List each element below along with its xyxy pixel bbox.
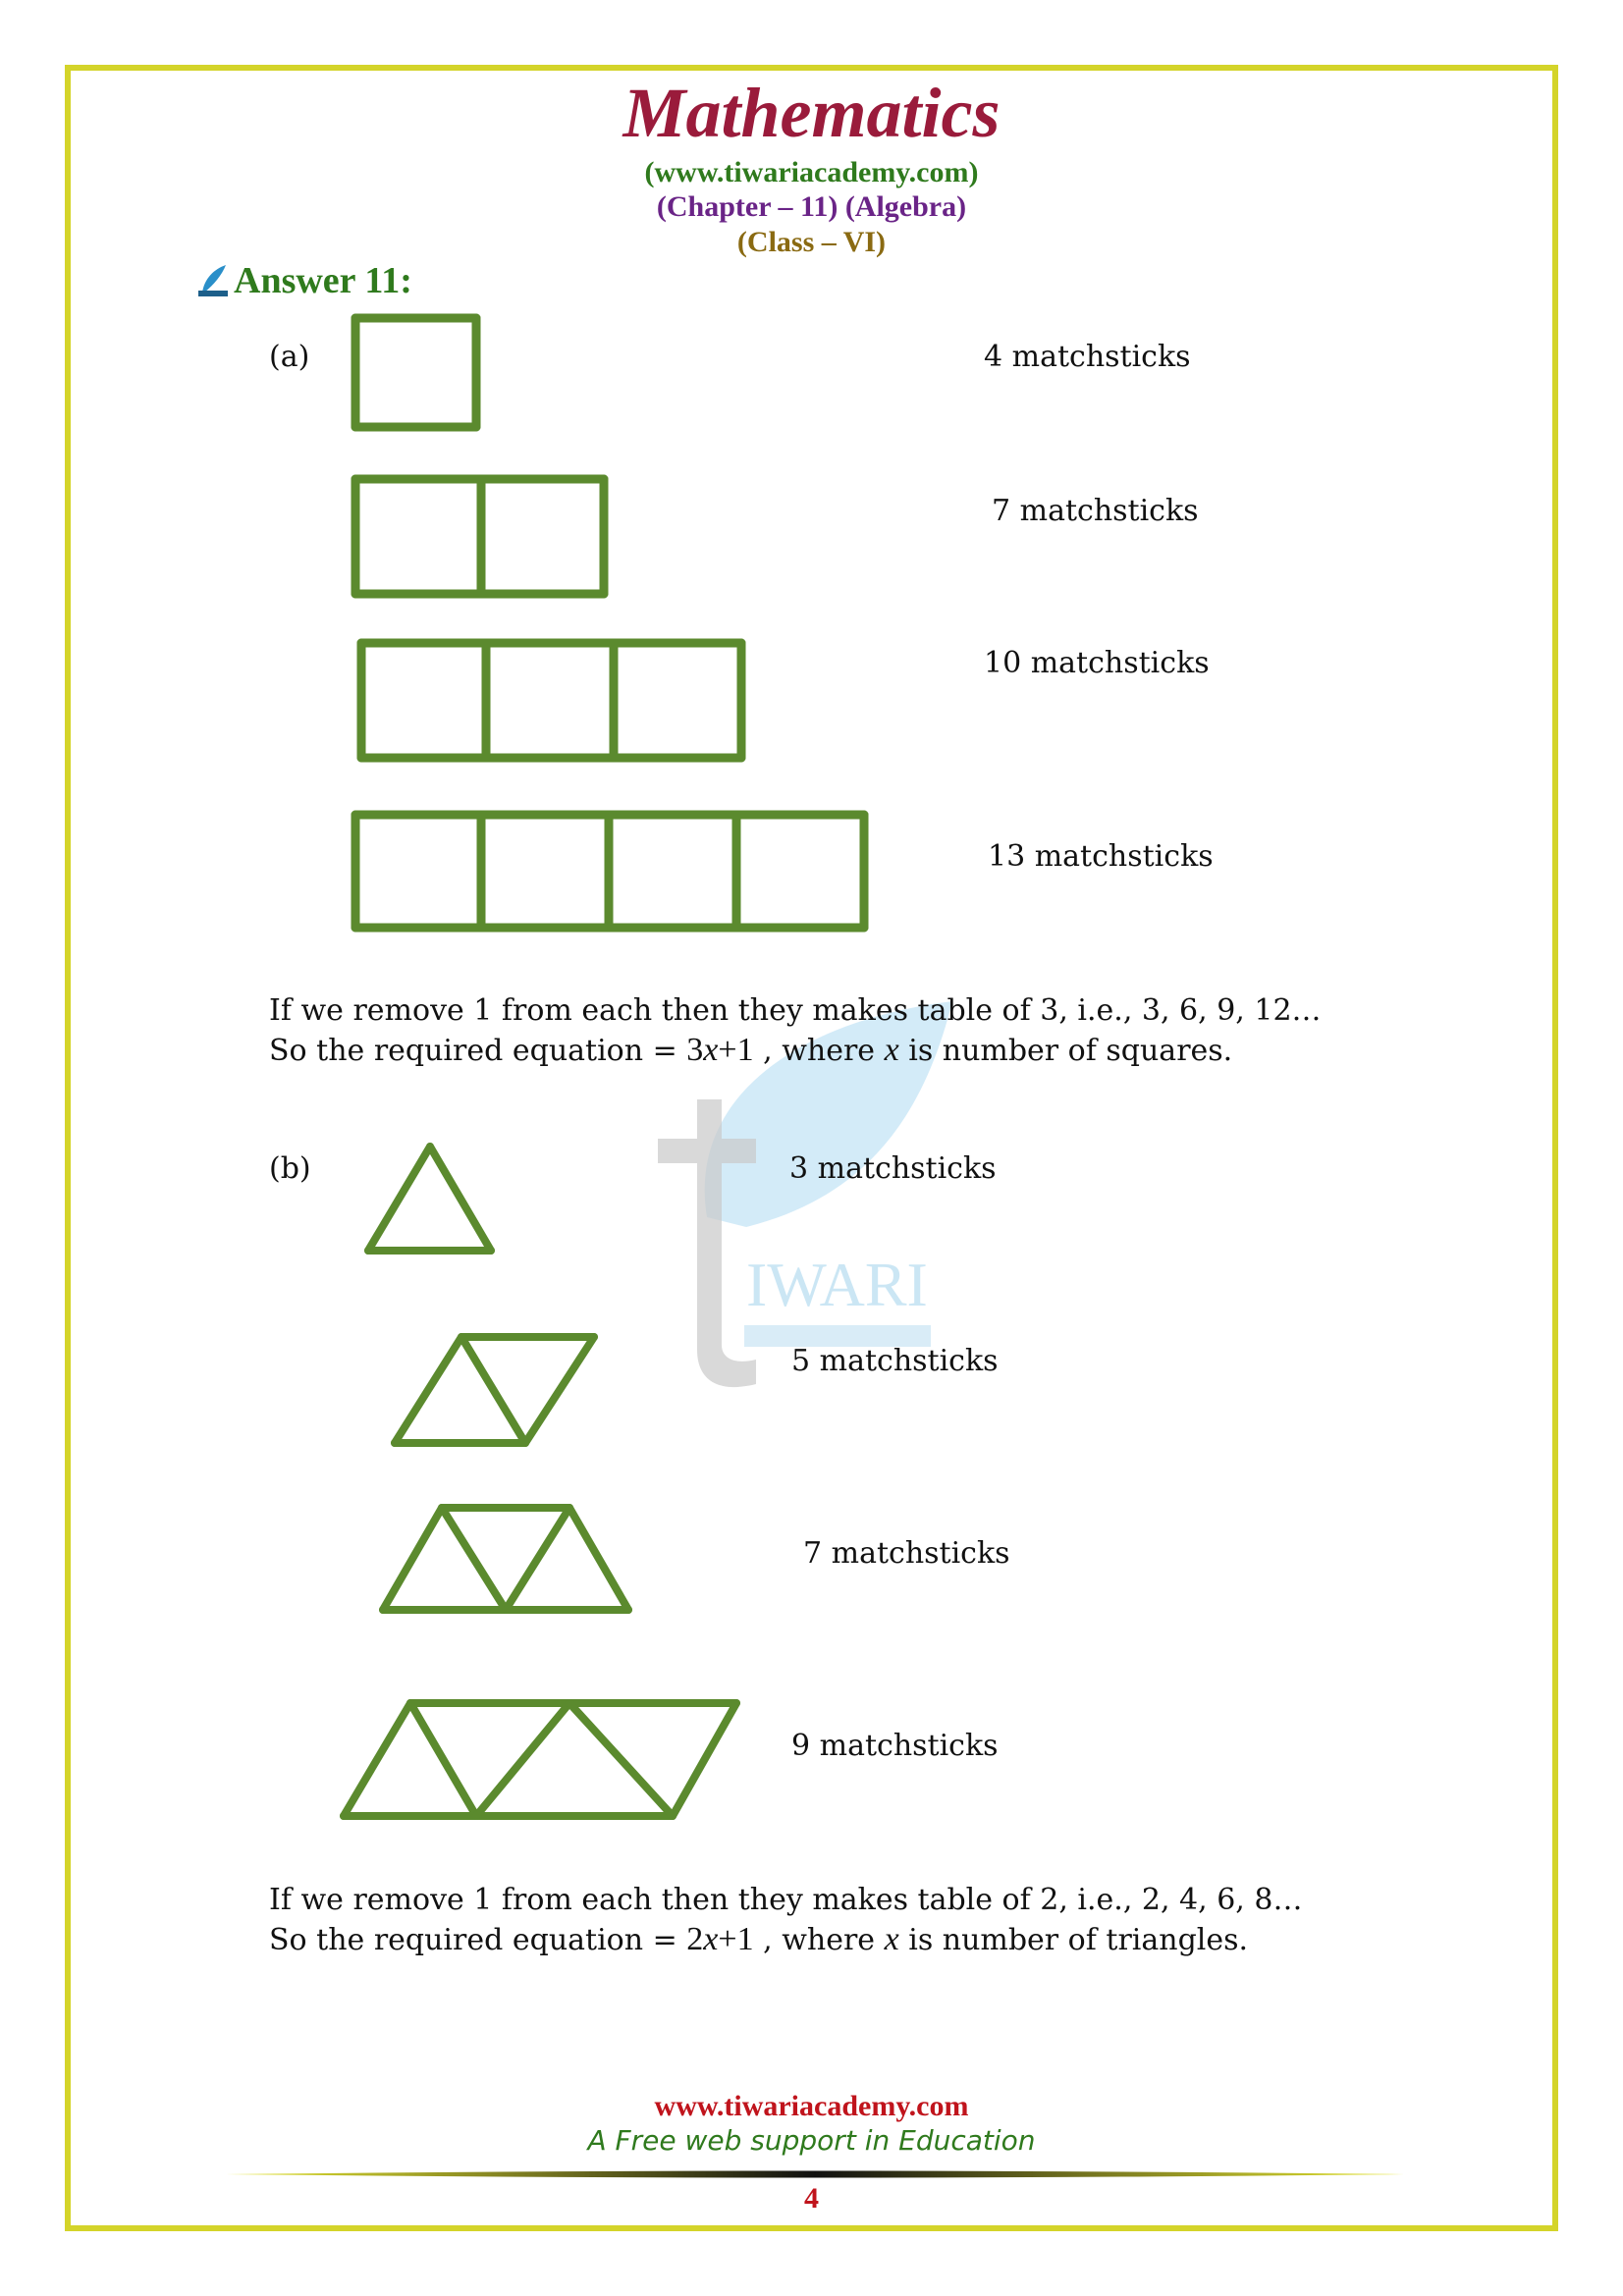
square-count-2: 7 matchsticks (992, 494, 1199, 528)
part-a-line1: If we remove 1 from each then they makes table of 3, i.e., 3, 6, 9, 12… (269, 993, 1322, 1028)
squares-1 (355, 318, 476, 427)
part-b-equation: 2x+1 (686, 1921, 754, 1957)
footer-divider (226, 2169, 1404, 2179)
triangle-count-2: 5 matchsticks (791, 1344, 999, 1378)
squares-figure (344, 304, 893, 952)
header-class: (Class – VI) (736, 226, 887, 258)
squares-3 (361, 643, 741, 758)
square-count-4: 13 matchsticks (988, 839, 1214, 874)
part-a-equation: 3x+1 (686, 1032, 754, 1068)
triangles-2 (395, 1337, 594, 1443)
part-b-line1: If we remove 1 from each then they makes table of 2, i.e., 2, 4, 6, 8… (269, 1883, 1303, 1917)
triangles-figure (324, 1129, 756, 1836)
answer-heading: Answer 11: (234, 260, 412, 301)
page-number: 4 (804, 2182, 819, 2215)
header-website[interactable]: (www.tiwariacademy.com) (644, 156, 979, 188)
squares-4 (355, 815, 864, 928)
square-count-3: 10 matchsticks (984, 646, 1210, 680)
triangle-count-4: 9 matchsticks (791, 1729, 999, 1763)
squares-2 (355, 479, 604, 594)
triangle-count-3: 7 matchsticks (803, 1536, 1010, 1571)
triangles-1 (368, 1147, 491, 1251)
page-title: Mathematics (622, 74, 1001, 152)
svg-text:IWARI: IWARI (746, 1250, 928, 1319)
triangles-4 (344, 1703, 736, 1816)
footer-url[interactable]: www.tiwariacademy.com (654, 2090, 969, 2122)
pen-icon (196, 263, 230, 298)
part-a-line2: So the required equation = 3x+1 , where x is number of squares. (269, 1032, 1233, 1068)
part-b-line2: So the required equation = 2x+1 , where x is number of triangles. (269, 1921, 1249, 1957)
square-count-1: 4 matchsticks (984, 340, 1191, 374)
footer-tagline: A Free web support in Education (587, 2124, 1036, 2157)
part-b-label: (b) (269, 1151, 311, 1186)
triangles-3 (383, 1508, 628, 1610)
triangle-count-1: 3 matchsticks (789, 1151, 997, 1186)
part-a-label: (a) (269, 340, 310, 374)
header-chapter: (Chapter – 11) (Algebra) (656, 190, 967, 223)
